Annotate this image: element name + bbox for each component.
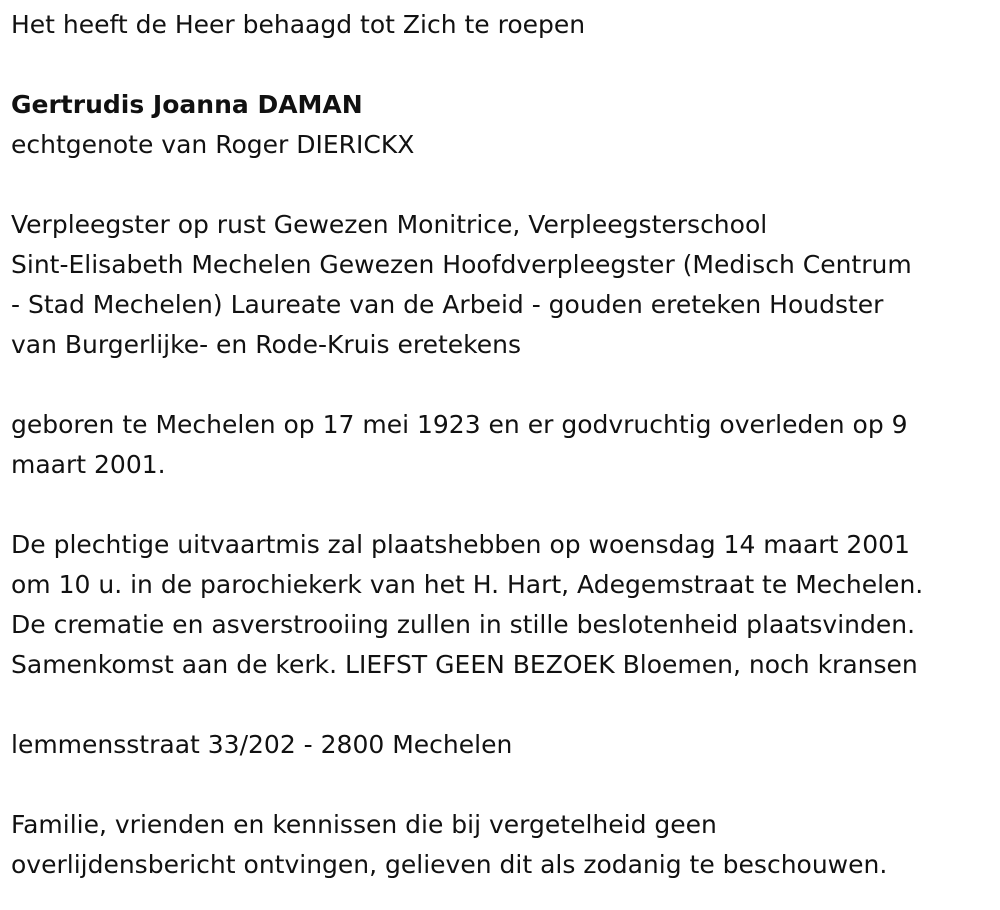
- spacer: [11, 45, 991, 85]
- closing-paragraph: [11, 805, 991, 885]
- funeral-line: De plechtige uitvaartmis zal plaatshebben op woensdag 14 maart 2001: [11, 530, 910, 559]
- closing-line: overlijdensbericht ontvingen, gelieven dit als zodanig te beschouwen.: [11, 850, 888, 879]
- address-text: lemmensstraat 33/202 - 2800 Mechelen: [11, 730, 513, 759]
- career-line: van Burgerlijke- en Rode-Kruis eretekens: [11, 330, 521, 359]
- life-line: geboren te Mechelen op 17 mei 1923 en er godvruchtig overleden op 9: [11, 410, 908, 439]
- deceased-name: Gertrudis Joanna DAMAN: [11, 90, 363, 119]
- spacer: [11, 485, 991, 525]
- death-notice: [11, 5, 991, 885]
- funeral-paragraph: [11, 525, 991, 685]
- life-line: maart 2001.: [11, 450, 166, 479]
- funeral-line: Samenkomst aan de kerk. LIEFST GEEN BEZOEK Bloemen, noch kransen: [11, 650, 918, 679]
- closing-line: Familie, vrienden en kennissen die bij vergetelheid geen: [11, 810, 717, 839]
- intro-text: Het heeft de Heer behaagd tot Zich te roepen: [11, 10, 586, 39]
- career-line: Verpleegster op rust Gewezen Monitrice, Verpleegsterschool: [11, 210, 768, 239]
- spacer: [11, 765, 991, 805]
- spacer: [11, 165, 991, 205]
- spouse-text: echtgenote van Roger DIERICKX: [11, 130, 415, 159]
- career-line: - Stad Mechelen) Laureate van de Arbeid - gouden ereteken Houdster: [11, 290, 884, 319]
- career-line: Sint-Elisabeth Mechelen Gewezen Hoofdverpleegster (Medisch Centrum: [11, 250, 912, 279]
- spacer: [11, 685, 991, 725]
- spacer: [11, 365, 991, 405]
- career-paragraph: [11, 205, 991, 365]
- life-paragraph: [11, 405, 991, 485]
- funeral-line: om 10 u. in de parochiekerk van het H. Hart, Adegemstraat te Mechelen.: [11, 570, 924, 599]
- funeral-line: De crematie en asverstrooiing zullen in stille beslotenheid plaatsvinden.: [11, 610, 916, 639]
